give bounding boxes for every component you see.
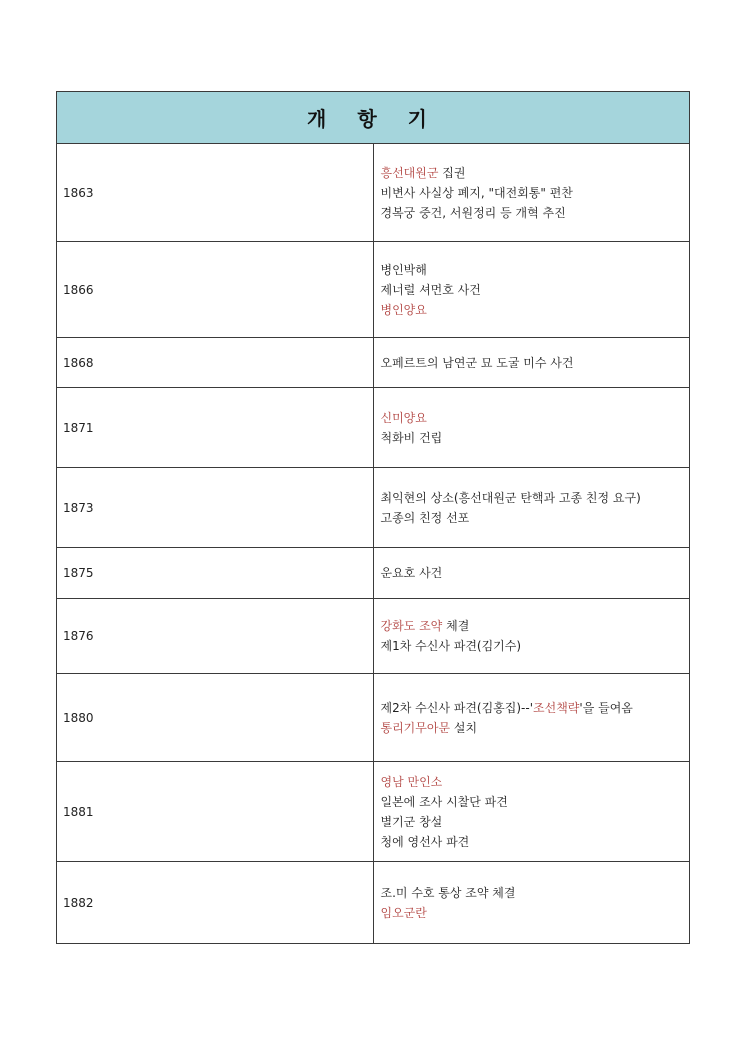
event-line [381, 203, 690, 223]
year-cell: 1863 [57, 144, 374, 242]
event-line [381, 616, 690, 636]
event-line [381, 508, 690, 528]
highlighted-text: 조선책략 [533, 700, 580, 715]
year-cell: 1873 [57, 468, 374, 548]
event-cell [373, 548, 690, 599]
event-line [381, 183, 690, 203]
highlighted-text: 신미양요 [380, 410, 427, 425]
table-row [57, 468, 690, 548]
highlighted-text: 병인양요 [380, 302, 427, 317]
year-cell: 1866 [57, 242, 374, 338]
table-row [57, 674, 690, 762]
event-text: 비변사 사실상 폐지, "대전회통" 편찬 [380, 185, 573, 200]
event-line [381, 300, 690, 320]
event-cell [373, 338, 690, 388]
year-cell: 1875 [57, 548, 374, 599]
table-row [57, 242, 690, 338]
event-line [381, 260, 690, 280]
event-text: 청에 영선사 파견 [380, 834, 470, 849]
event-line [381, 636, 690, 656]
table-row [57, 548, 690, 599]
event-text: 최익현의 상소(흥선대원군 탄핵과 고종 친정 요구) [380, 490, 641, 505]
table-title: 개 항 기 [57, 92, 690, 144]
event-line [381, 883, 690, 903]
event-text: 오페르트의 남연군 묘 도굴 미수 사건 [380, 355, 574, 370]
highlighted-text: 임오군란 [380, 905, 427, 920]
event-line [381, 792, 690, 812]
table-row [57, 862, 690, 944]
event-text: 척화비 건립 [380, 430, 443, 445]
event-line [381, 812, 690, 832]
event-line [381, 718, 690, 738]
event-line [381, 353, 690, 373]
year-cell: 1868 [57, 338, 374, 388]
timeline-table [56, 91, 690, 944]
table-row [57, 599, 690, 674]
event-line [381, 163, 690, 183]
event-text: 집권 [438, 165, 466, 180]
event-text: '을 들여옴 [579, 700, 633, 715]
event-line [381, 488, 690, 508]
table-row [57, 144, 690, 242]
highlighted-text: 흥선대원군 [380, 165, 439, 180]
highlighted-text: 강화도 조약 [380, 619, 443, 633]
highlighted-text: 영남 만인소 [380, 774, 443, 789]
event-line [381, 563, 690, 583]
event-cell [373, 762, 690, 862]
year-cell: 1880 [57, 674, 374, 762]
year-cell: 1871 [57, 388, 374, 468]
event-line [381, 772, 690, 792]
event-text: 별기군 창설 [380, 814, 443, 829]
event-cell [373, 242, 690, 338]
event-text: 제너럴 셔먼호 사건 [380, 282, 481, 297]
event-text: 병인박해 [380, 262, 427, 277]
event-line [381, 280, 690, 300]
event-line [381, 903, 690, 923]
event-text: 운요호 사건 [380, 566, 443, 580]
year-cell: 1876 [57, 599, 374, 674]
event-cell [373, 599, 690, 674]
event-text: 일본에 조사 시찰단 파견 [380, 794, 508, 809]
year-cell: 1881 [57, 762, 374, 862]
event-text: 설치 [450, 720, 478, 735]
table-row [57, 338, 690, 388]
event-line [381, 832, 690, 852]
event-text: 제2차 수신사 파견(김홍집)--' [380, 700, 534, 715]
year-cell: 1882 [57, 862, 374, 944]
event-line [381, 698, 690, 718]
table-row [57, 388, 690, 468]
event-line [381, 428, 690, 448]
event-cell [373, 862, 690, 944]
event-text: 체결 [442, 619, 470, 633]
table-row [57, 762, 690, 862]
event-text: 제1차 수신사 파견(김기수) [380, 639, 522, 653]
event-text: 고종의 친정 선포 [380, 510, 470, 525]
event-cell [373, 388, 690, 468]
event-line [381, 408, 690, 428]
timeline-rows [57, 144, 690, 944]
highlighted-text: 통리기무아문 [380, 720, 451, 735]
event-text: 경복궁 중건, 서원정리 등 개혁 추진 [380, 205, 566, 220]
event-cell [373, 674, 690, 762]
event-text: 조.미 수호 통상 조약 체결 [380, 885, 516, 900]
event-cell [373, 144, 690, 242]
event-cell [373, 468, 690, 548]
